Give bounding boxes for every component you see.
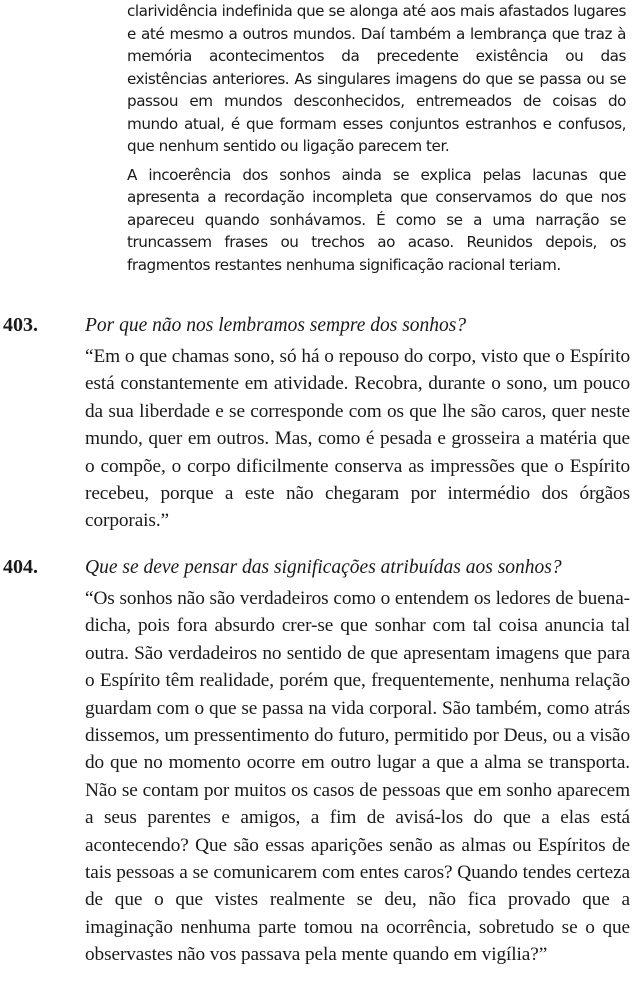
- question-text: Que se deve pensar das significações atribuídas aos sonhos?: [85, 557, 562, 578]
- answer-paragraph: “Os sonhos não são verdadeiros como o entendem os ledores de buena-dicha, pois fora absurdo crer-se que sonhar com tal coisa anuncia tal outra. São verdadeiros no sentido de que apresentam imagens que para o Espírito têm realidade, porém que, frequentemente, nenhuma relação guardam com o que se passa na vida corporal. São também, como atrás dissemos, um pressentimento do futuro, permitido por Deus, ou a visão do que no momento ocorre em outro lugar a que a alma se transporta. Não se contam por muitos os casos de pessoas que em sonho aparecem a seus parentes e amigos, a fim de avisá-los do que a elas está acontecendo? Que são essas aparições senão as almas ou Espíritos de tais pessoas a se comunicarem com entes caros? Quando tendes certeza de que o que vistes realmente se deu, não fica provado que a imaginação nenhuma parte tomou na ocorrência, sobretudo se o que observastes não vos passava pela mente quando em vigília?”: [85, 588, 630, 966]
- question-text: Por que não nos lembramos sempre dos sonhos?: [85, 315, 467, 336]
- answer-paragraph: “Em o que chamas sono, só há o repouso do corpo, visto que o Espírito está constantemente em atividade. Recobra, durante o sono, um pouco da sua liberdade e se corresponde com os que lhe são caros, quer neste mundo, quer em outros. Mas, como é pesada e grosseira a matéria que o compõe, o corpo dificilmente conserva as impressões que o Espírito recebeu, porque a este não chegaram por intermédio dos órgãos corporais.”: [85, 346, 630, 532]
- question-number: 403.: [3, 314, 38, 336]
- answer-text: [85, 585, 630, 969]
- question-number: 404.: [3, 556, 38, 578]
- commentary-paragraph: A incoerência dos sonhos ainda se explica pelas lacunas que apresenta a recordação incompleta que conservamos do que nos apareceu quando sonhávamos. É como se a uma narração se truncassem frases ou trechos ao acaso. Reunidos depois, os fragmentos restantes nenhuma significação racional teriam.: [127, 165, 626, 274]
- commentary-block: [127, 0, 626, 276]
- answer-text: [85, 343, 630, 535]
- commentary-paragraph: clarividência indefinida que se alonga até aos mais afastados lugares e até mesmo a outros mundos. Daí também a lembrança que traz à memória acontecimentos da precedente existência ou das existências anteriores. As singulares imagens do que se passa ou se passou em mundos desconhecidos, entremeados de coisas do mundo atual, é que formam esses conjuntos estranhos e confusos, que nenhum sentido ou ligação parecem ter.: [127, 2, 626, 155]
